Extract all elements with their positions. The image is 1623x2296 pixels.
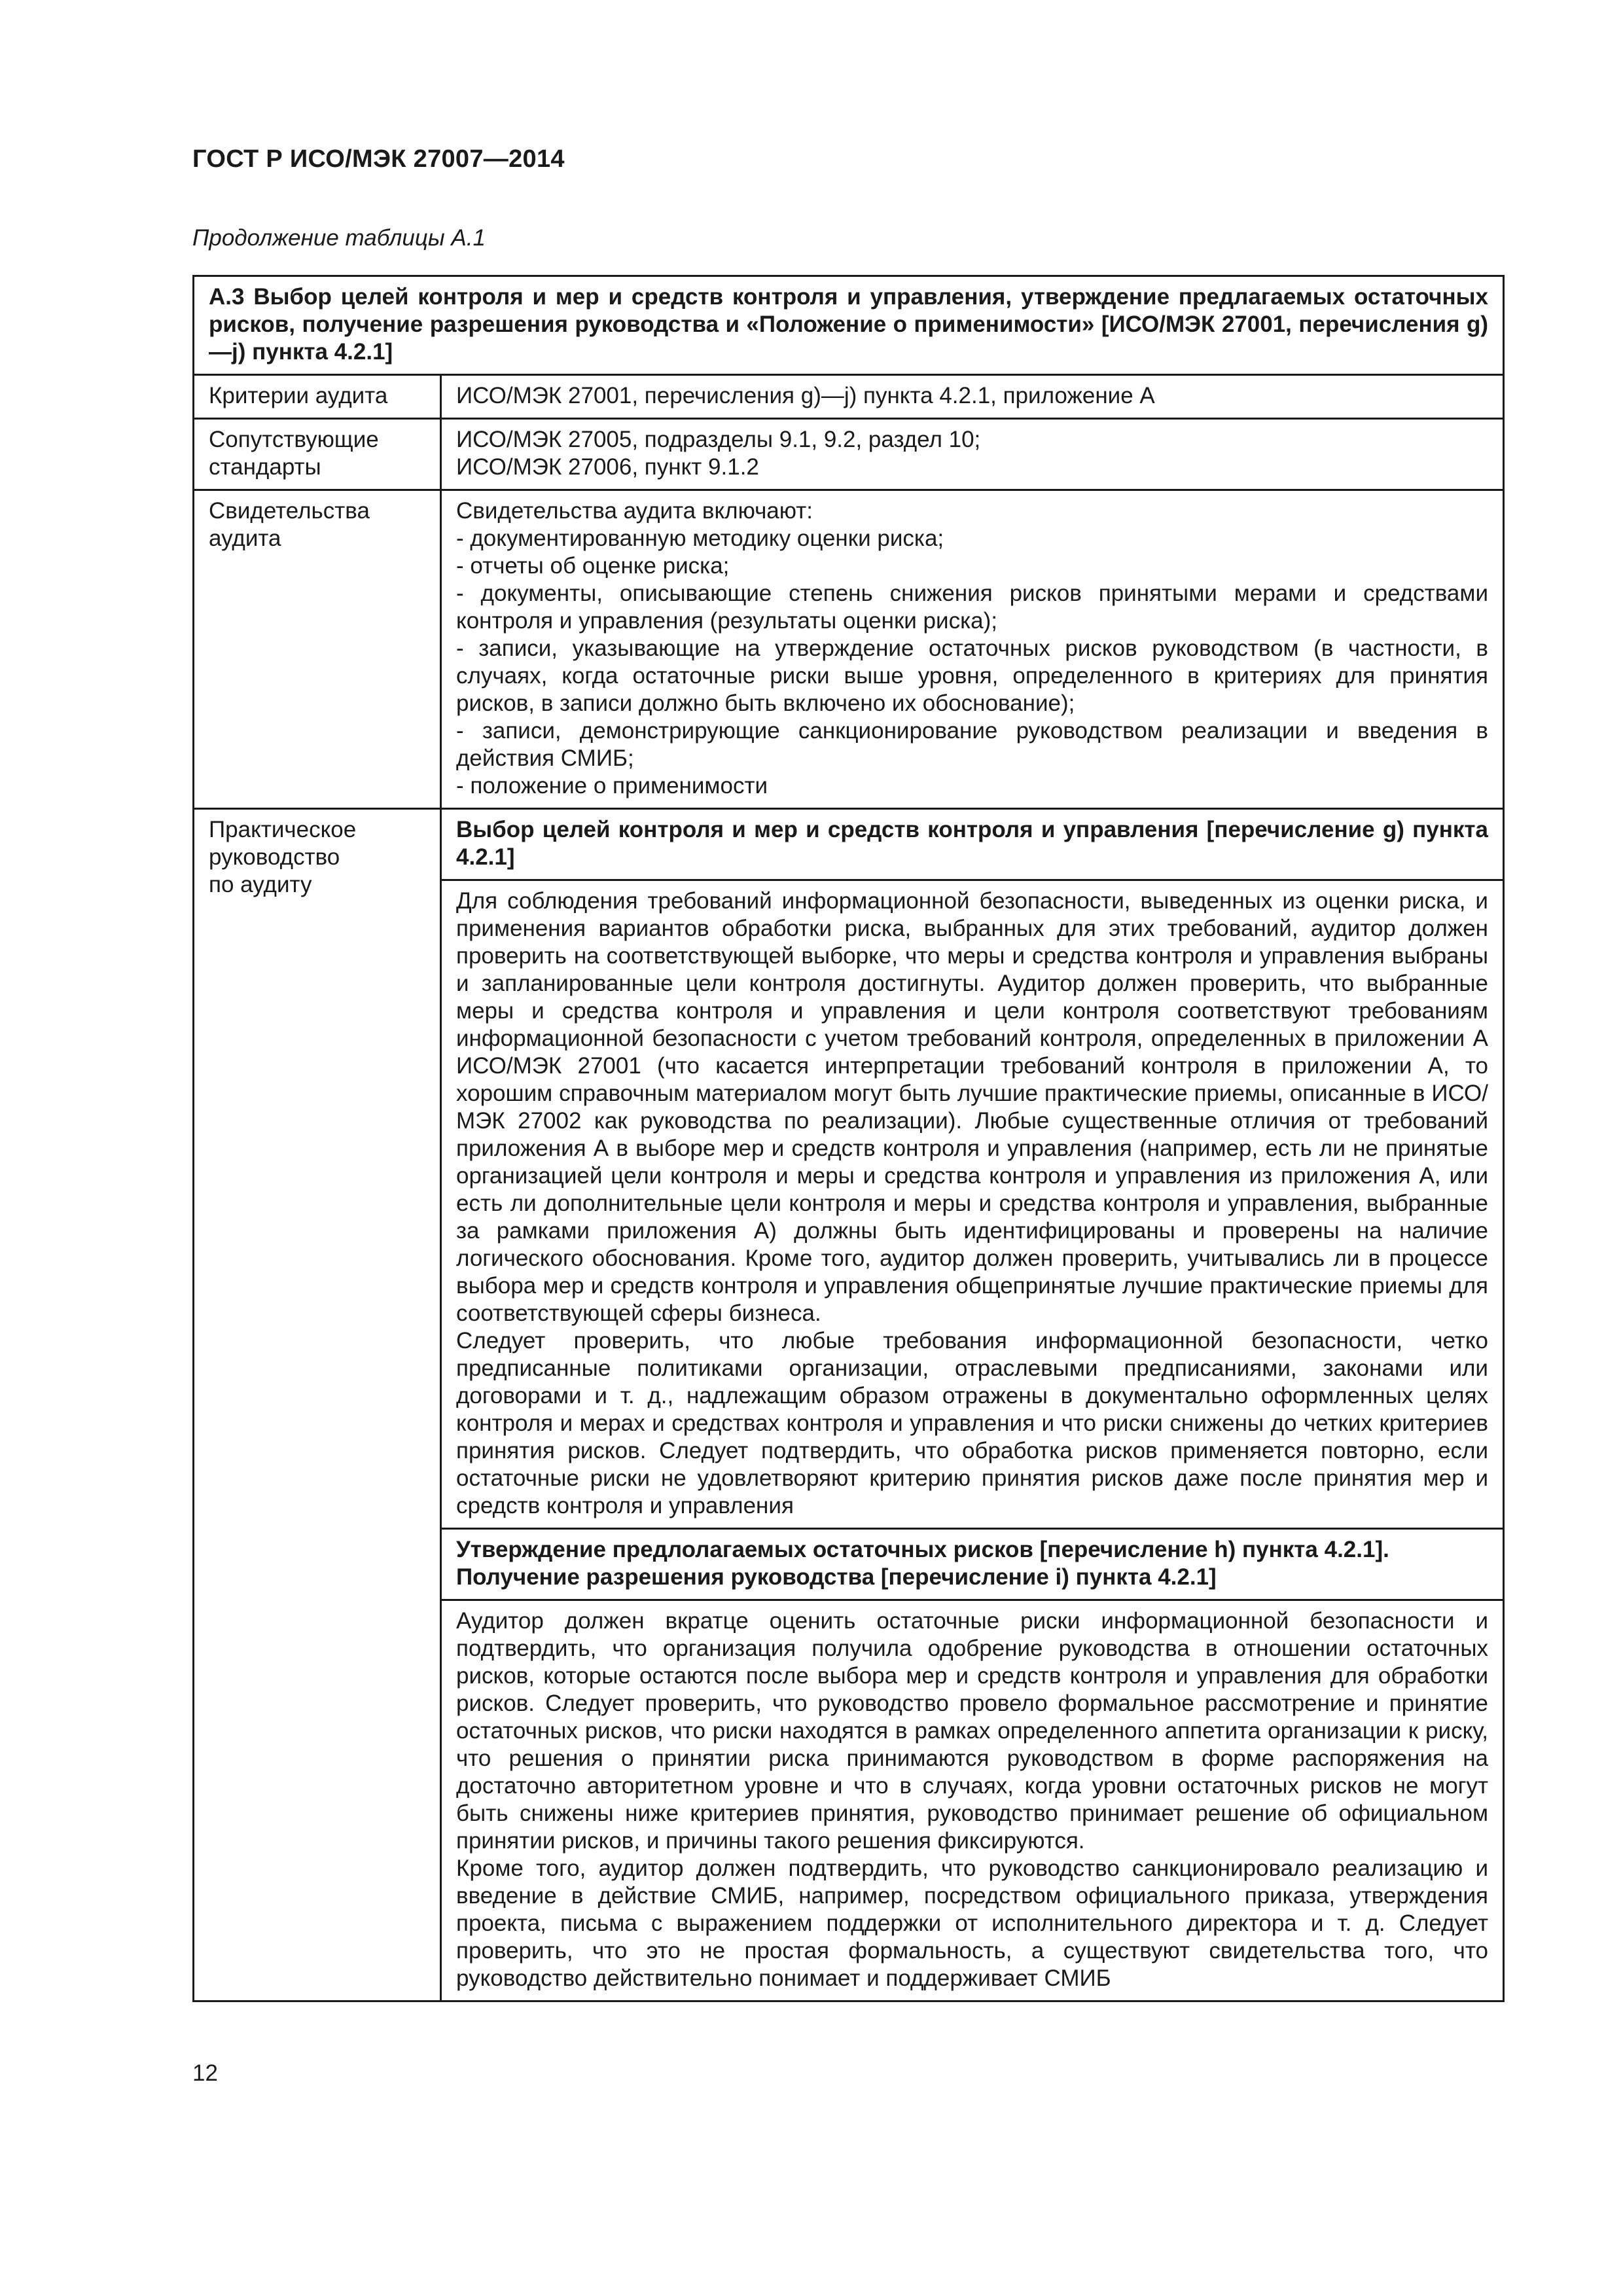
guidance-paragraph: Кроме того, аудитор должен подтвердить, что руководство санкционировало реализацию и введение в действие СМИБ, например, посредством официального приказа, утверждения проекта, письма с выражением поддержки от исполнительного директора и т. д. Следует проверить, что это не простая формальность, а существуют свидетельства того, что руководство действительно понимает и поддерживает СМИБ: [456, 1856, 1488, 1991]
guidance-label: [194, 809, 441, 2001]
criteria-value: ИСО/МЭК 27001, перечисления g)—j) пункта 4.2.1, приложение А: [441, 375, 1504, 419]
guidance-heading-line: Утверждение предлолагаемых остаточных рисков [перечисление h) пункта 4.2.1].: [456, 1537, 1389, 1562]
audit-evidence-intro: Свидетельства аудита включают:: [456, 498, 813, 524]
audit-evidence-item: - отчеты об оценке риска;: [456, 553, 730, 579]
guidance-text-2: [441, 1600, 1504, 2001]
audit-evidence-item: - документы, описывающие степень снижения рисков принятыми мерами и средствами контроля и управления (результаты оценки риска);: [456, 581, 1488, 634]
related-standards-label-line: Сопутствующие: [209, 427, 379, 452]
audit-evidence-item: - положение о применимости: [456, 773, 768, 798]
related-standards-row: [194, 419, 1504, 490]
section-title: А.3 Выбор целей контроля и мер и средств контроля и управления, утверждение предлагаемых остаточных рисков, получение разрешения руководства и «Положение о применимости» [ИСО/МЭК 27001, перечисления g)—j) пункта 4.2.1]: [194, 276, 1504, 375]
table-continuation-caption: Продолжение таблицы А.1: [192, 225, 486, 251]
guidance-label-line: по аудиту: [209, 872, 312, 897]
guidance-heading-line: Получение разрешения руководства [перечисление i) пункта 4.2.1]: [456, 1564, 1217, 1590]
audit-evidence-label-line: Свидетельства: [209, 498, 370, 524]
guidance-paragraph: Следует проверить, что любые требования информационной безопасности, четко предписанные политиками организации, отраслевыми предписаниями, законами или договорами и т. д., надлежащим образом отражены в документально оформленных целях контроля и мерах и средствах контроля и управления и что риски снижены до четких критериев принятия рисков. Следует подтвердить, что обработка рисков применяется повторно, если остаточные риски не удовлетворяют критерию принятия рисков даже после принятия мер и средств контроля и управления: [456, 1328, 1488, 1518]
guidance-text-1: [441, 880, 1504, 1529]
audit-evidence-item: - записи, демонстрирующие санкционирование руководством реализации и введения в действия СМИБ;: [456, 718, 1488, 771]
criteria-label: Критерии аудита: [194, 375, 441, 419]
guidance-heading-1-row: [194, 809, 1504, 880]
related-standard-item: ИСО/МЭК 27005, подразделы 9.1, 9.2, раздел 10;: [456, 427, 981, 452]
audit-evidence-value: [441, 490, 1504, 809]
guidance-heading-1: Выбор целей контроля и мер и средств контроля и управления [перечисление g) пункта 4.2.1]: [441, 809, 1504, 880]
page-number: 12: [192, 2060, 218, 2086]
related-standards-value: [441, 419, 1504, 490]
guidance-paragraph: Аудитор должен вкратце оценить остаточные риски информационной безопасности и подтвердить, что организация получила одобрение руководства в отношении остаточных рисков, которые остаются после выбора мер и средств контроля и управления для обработки рисков. Следует проверить, что руководство провело формальное рассмотрение и принятие остаточных рисков, что риски находятся в рамках определенного аппетита организации к риску, что решения о принятии риска принимаются руководством в форме распоряжения на достаточно авторитетном уровне и что в случаях, когда уровни остаточных рисков не могут быть снижены ниже критериев принятия, руководство принимает решение об официальном принятии рисков, и причины такого решения фиксируются.: [456, 1608, 1488, 1854]
audit-evidence-label-line: аудита: [209, 526, 281, 551]
audit-evidence-row: [194, 490, 1504, 809]
related-standards-label-line: стандарты: [209, 454, 321, 480]
criteria-row: [194, 375, 1504, 419]
document-header: ГОСТ Р ИСО/МЭК 27007—2014: [192, 145, 565, 173]
related-standards-label: [194, 419, 441, 490]
section-title-row: [194, 276, 1504, 375]
guidance-label-line: Практическое: [209, 817, 357, 842]
guidance-label-line: руководство: [209, 844, 340, 870]
audit-table: [192, 275, 1505, 2002]
guidance-heading-2: [441, 1529, 1504, 1600]
guidance-paragraph: Для соблюдения требований информационной безопасности, выведенных из оценки риска, и применения вариантов обработки риска, выбранных для этих требований, аудитор должен проверить на соответствующей выборке, что меры и средства контроля и управления выбраны и запланированные цели контроля достигнуты. Аудитор должен проверить, что выбранные меры и средства контроля и управления и цели контроля соответствуют требованиям информационной безопасности с учетом требований контроля, определенных в приложении А ИСО/МЭК 27001 (что касается интерпретации требований контроля в приложении А, то хорошим справочным материалом могут быть лучшие практические приемы, описанные в ИСО/МЭК 27002 как руководства по реализации). Любые существенные отличия от требований приложения А в выборе мер и средств контроля и управления (например, есть ли не принятые организацией цели контроля и меры и средства контроля и управления из приложения А, или есть ли дополнительные цели контроля и меры и средства контроля и управления, выбранные за рамками приложения А) должны быть идентифицированы и проверены на наличие логического обоснования. Кроме того, аудитор должен проверить, учитывались ли в процессе выбора мер и средств контроля и управления общепринятые лучшие практические приемы для соответствующей сферы бизнеса.: [456, 888, 1488, 1326]
audit-evidence-item: - документированную методику оценки риска;: [456, 526, 944, 551]
audit-evidence-label: [194, 490, 441, 809]
audit-evidence-item: - записи, указывающие на утверждение остаточных рисков руководством (в частности, в случаях, когда остаточные риски выше уровня, определенного в критериях для принятия рисков, в записи должно быть включено их обоснование);: [456, 636, 1488, 716]
related-standard-item: ИСО/МЭК 27006, пункт 9.1.2: [456, 454, 759, 480]
